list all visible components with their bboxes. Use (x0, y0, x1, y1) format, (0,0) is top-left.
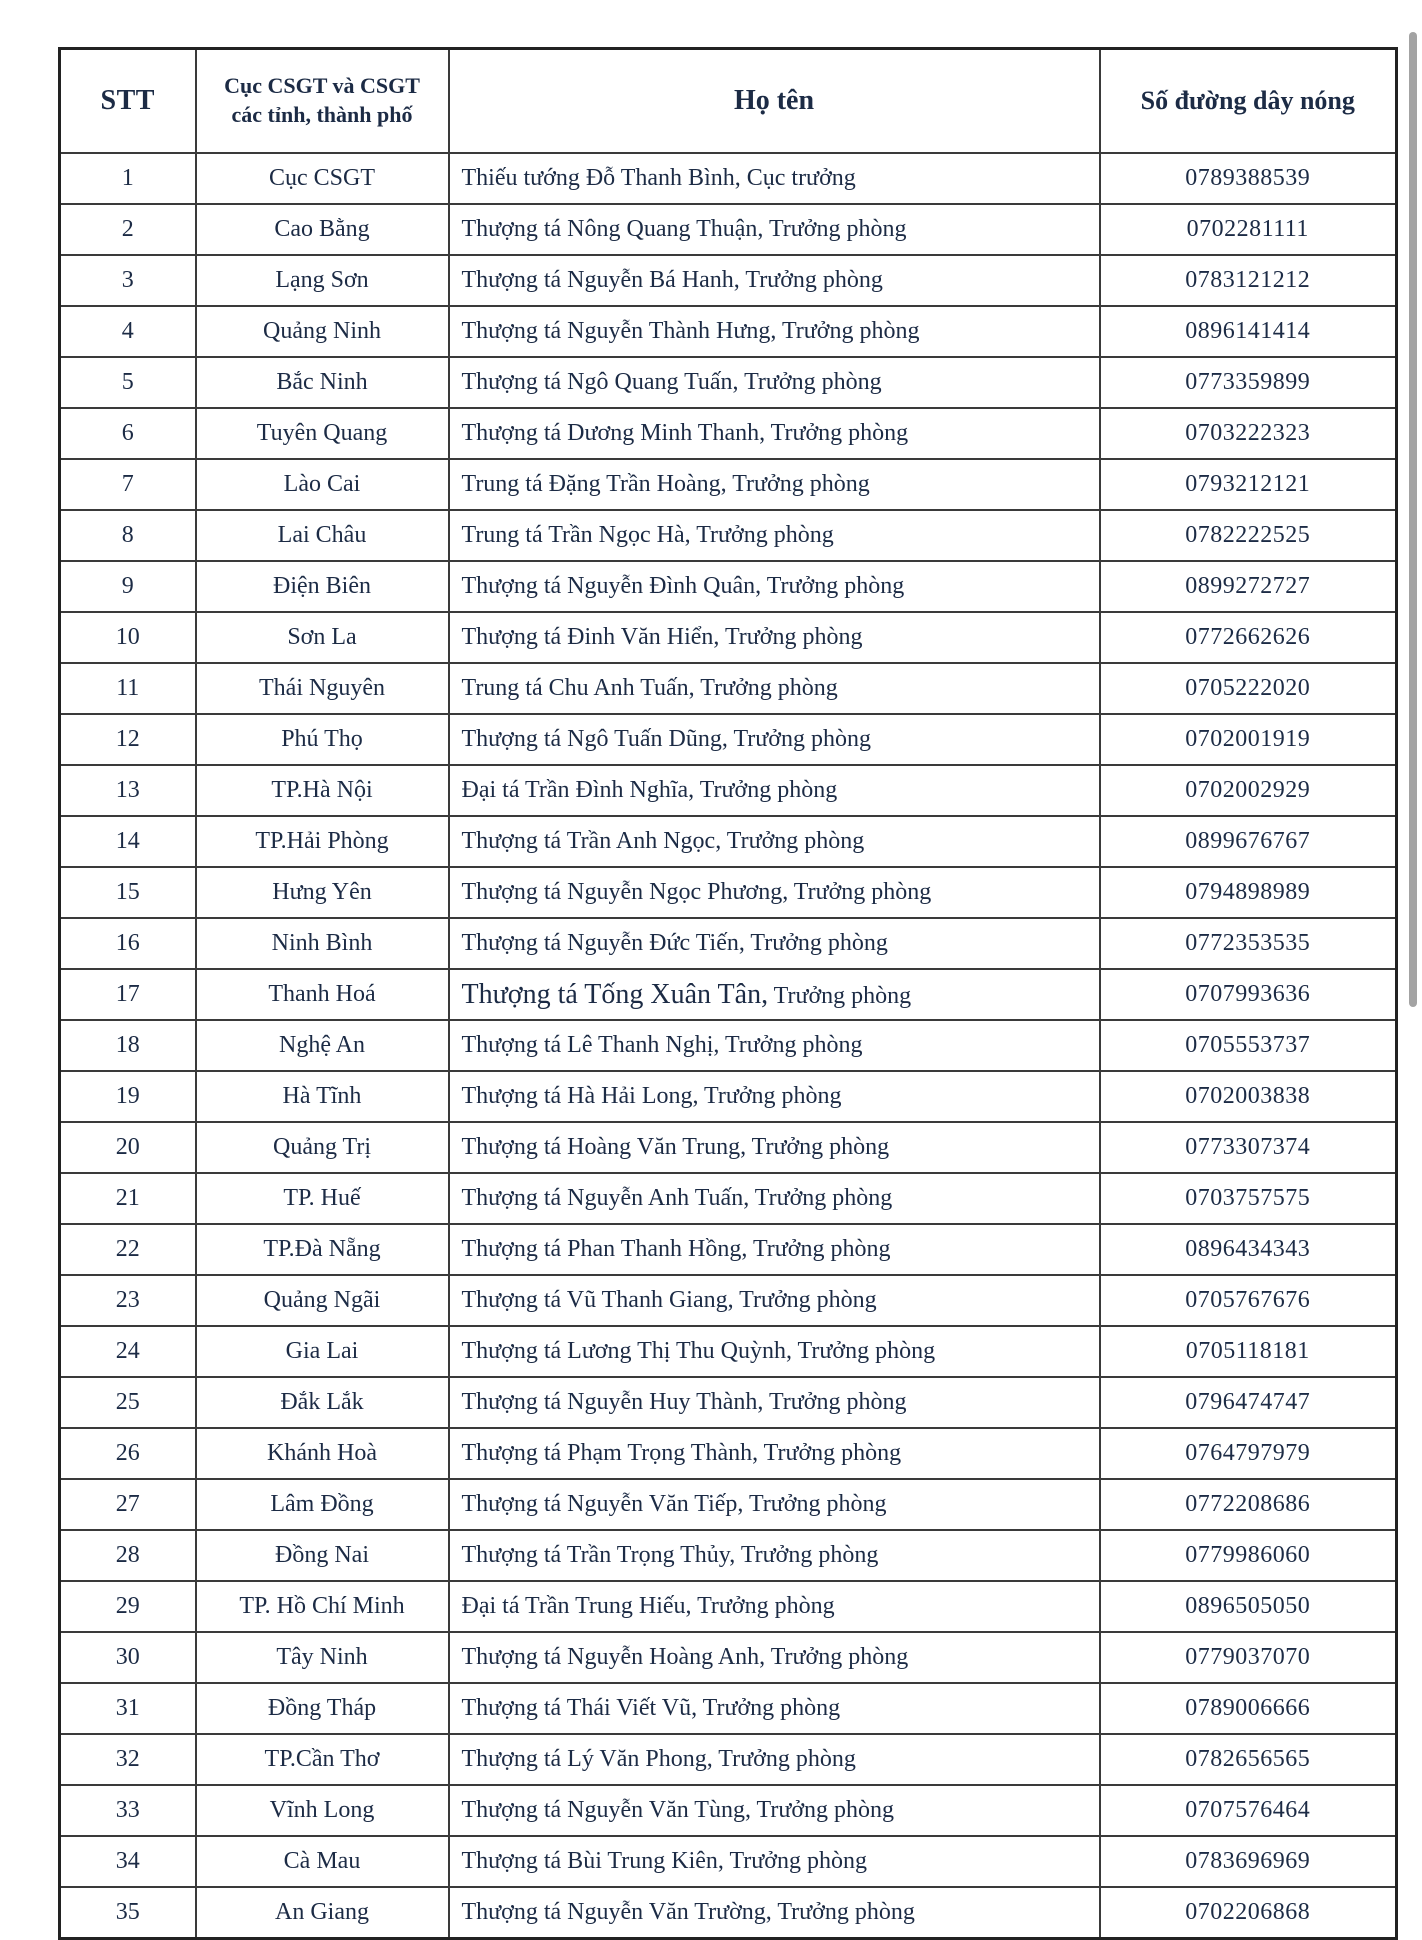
cell-name: Đại tá Trần Trung Hiếu, Trưởng phòng (449, 1581, 1100, 1632)
cell-stt: 7 (60, 459, 196, 510)
cell-name: Thượng tá Trần Trọng Thủy, Trưởng phòng (449, 1530, 1100, 1581)
cell-province: TP.Hải Phòng (196, 816, 449, 867)
cell-province: Quảng Trị (196, 1122, 449, 1173)
table-row (60, 357, 1397, 408)
cell-name: Trung tá Chu Anh Tuấn, Trưởng phòng (449, 663, 1100, 714)
cell-province: Quảng Ninh (196, 306, 449, 357)
scrollbar-thumb[interactable] (1409, 32, 1417, 1007)
cell-province: TP.Hà Nội (196, 765, 449, 816)
cell-name: Thượng tá Trần Anh Ngọc, Trưởng phòng (449, 816, 1100, 867)
cell-name: Thượng tá Nguyễn Thành Hưng, Trưởng phòng (449, 306, 1100, 357)
table-row (60, 255, 1397, 306)
table-row (60, 510, 1397, 561)
cell-phone: 0702002929 (1100, 765, 1397, 816)
cell-phone: 0899676767 (1100, 816, 1397, 867)
cell-name: Thượng tá Nguyễn Anh Tuấn, Trưởng phòng (449, 1173, 1100, 1224)
cell-name: Thượng tá Nguyễn Văn Tiếp, Trưởng phòng (449, 1479, 1100, 1530)
cell-name: Thượng tá Vũ Thanh Giang, Trưởng phòng (449, 1275, 1100, 1326)
cell-province: TP.Đà Nẵng (196, 1224, 449, 1275)
cell-stt: 28 (60, 1530, 196, 1581)
table-row (60, 1428, 1397, 1479)
cell-stt: 1 (60, 153, 196, 204)
cell-name: Thượng tá Nguyễn Văn Tùng, Trưởng phòng (449, 1785, 1100, 1836)
cell-stt: 24 (60, 1326, 196, 1377)
cell-stt: 20 (60, 1122, 196, 1173)
table-row (60, 204, 1397, 255)
cell-phone: 0794898989 (1100, 867, 1397, 918)
cell-stt: 23 (60, 1275, 196, 1326)
cell-province: Quảng Ngãi (196, 1275, 449, 1326)
cell-stt: 12 (60, 714, 196, 765)
cell-stt: 15 (60, 867, 196, 918)
cell-name: Thượng tá Lê Thanh Nghị, Trưởng phòng (449, 1020, 1100, 1071)
cell-name: Thiếu tướng Đỗ Thanh Bình, Cục trưởng (449, 153, 1100, 204)
cell-province: Đồng Nai (196, 1530, 449, 1581)
cell-phone: 0772353535 (1100, 918, 1397, 969)
cell-province: Hưng Yên (196, 867, 449, 918)
cell-phone: 0772208686 (1100, 1479, 1397, 1530)
cell-phone: 0707993636 (1100, 969, 1397, 1020)
table-row (60, 1836, 1397, 1887)
table-row (60, 816, 1397, 867)
table-row (60, 1479, 1397, 1530)
table-row (60, 969, 1397, 1020)
cell-name: Thượng tá Tống Xuân Tân, Trưởng phòng (449, 969, 1100, 1020)
cell-name: Đại tá Trần Đình Nghĩa, Trưởng phòng (449, 765, 1100, 816)
cell-province: Thái Nguyên (196, 663, 449, 714)
cell-province: Cục CSGT (196, 153, 449, 204)
cell-province: Phú Thọ (196, 714, 449, 765)
table-row (60, 1785, 1397, 1836)
cell-phone: 0702003838 (1100, 1071, 1397, 1122)
cell-province: Cà Mau (196, 1836, 449, 1887)
cell-province: Khánh Hoà (196, 1428, 449, 1479)
header-row (60, 49, 1397, 154)
cell-stt: 8 (60, 510, 196, 561)
cell-province: TP. Hồ Chí Minh (196, 1581, 449, 1632)
cell-stt: 21 (60, 1173, 196, 1224)
cell-stt: 33 (60, 1785, 196, 1836)
cell-name: Thượng tá Nguyễn Đức Tiến, Trưởng phòng (449, 918, 1100, 969)
cell-phone: 0899272727 (1100, 561, 1397, 612)
cell-stt: 11 (60, 663, 196, 714)
cell-stt: 22 (60, 1224, 196, 1275)
cell-phone: 0705118181 (1100, 1326, 1397, 1377)
cell-stt: 10 (60, 612, 196, 663)
cell-name: Thượng tá Nguyễn Huy Thành, Trưởng phòng (449, 1377, 1100, 1428)
cell-province: Đắk Lắk (196, 1377, 449, 1428)
table-header (60, 49, 1397, 154)
cell-phone: 0779986060 (1100, 1530, 1397, 1581)
cell-province: Hà Tĩnh (196, 1071, 449, 1122)
table-row (60, 561, 1397, 612)
cell-stt: 13 (60, 765, 196, 816)
cell-stt: 16 (60, 918, 196, 969)
cell-stt: 2 (60, 204, 196, 255)
cell-name: Thượng tá Đinh Văn Hiển, Trưởng phòng (449, 612, 1100, 663)
table-row (60, 663, 1397, 714)
cell-province: Gia Lai (196, 1326, 449, 1377)
table-row (60, 1683, 1397, 1734)
cell-stt: 29 (60, 1581, 196, 1632)
cell-province: Vĩnh Long (196, 1785, 449, 1836)
cell-phone: 0703757575 (1100, 1173, 1397, 1224)
table-row (60, 1275, 1397, 1326)
cell-phone: 0896505050 (1100, 1581, 1397, 1632)
cell-phone: 0705553737 (1100, 1020, 1397, 1071)
cell-phone: 0702281111 (1100, 204, 1397, 255)
cell-phone: 0707576464 (1100, 1785, 1397, 1836)
table-row (60, 1071, 1397, 1122)
cell-province: TP.Cần Thơ (196, 1734, 449, 1785)
cell-province: Điện Biên (196, 561, 449, 612)
table-row (60, 612, 1397, 663)
cell-name: Trung tá Đặng Trần Hoàng, Trưởng phòng (449, 459, 1100, 510)
cell-name: Thượng tá Hà Hải Long, Trưởng phòng (449, 1071, 1100, 1122)
table-row (60, 1173, 1397, 1224)
cell-phone: 0783121212 (1100, 255, 1397, 306)
cell-name: Thượng tá Bùi Trung Kiên, Trưởng phòng (449, 1836, 1100, 1887)
table-row (60, 1326, 1397, 1377)
cell-phone: 0782222525 (1100, 510, 1397, 561)
cell-province: Tuyên Quang (196, 408, 449, 459)
cell-phone: 0793212121 (1100, 459, 1397, 510)
table-row (60, 1020, 1397, 1071)
table-row (60, 1887, 1397, 1939)
cell-phone: 0773307374 (1100, 1122, 1397, 1173)
table-row (60, 1734, 1397, 1785)
cell-stt: 31 (60, 1683, 196, 1734)
cell-stt: 17 (60, 969, 196, 1020)
cell-province: Lai Châu (196, 510, 449, 561)
table-row (60, 1224, 1397, 1275)
cell-name: Thượng tá Hoàng Văn Trung, Trưởng phòng (449, 1122, 1100, 1173)
cell-phone: 0896434343 (1100, 1224, 1397, 1275)
cell-province: Lạng Sơn (196, 255, 449, 306)
cell-name: Thượng tá Nguyễn Hoàng Anh, Trưởng phòng (449, 1632, 1100, 1683)
cell-name: Thượng tá Nguyễn Bá Hanh, Trưởng phòng (449, 255, 1100, 306)
cell-phone: 0782656565 (1100, 1734, 1397, 1785)
cell-stt: 4 (60, 306, 196, 357)
table-row (60, 153, 1397, 204)
cell-phone: 0702206868 (1100, 1887, 1397, 1939)
cell-phone: 0703222323 (1100, 408, 1397, 459)
cell-province: An Giang (196, 1887, 449, 1939)
cell-stt: 6 (60, 408, 196, 459)
cell-phone: 0789006666 (1100, 1683, 1397, 1734)
cell-phone: 0789388539 (1100, 153, 1397, 204)
cell-province: Lào Cai (196, 459, 449, 510)
col-header-stt: STT (60, 49, 196, 154)
table-row (60, 1530, 1397, 1581)
cell-name: Thượng tá Phạm Trọng Thành, Trưởng phòng (449, 1428, 1100, 1479)
cell-phone: 0772662626 (1100, 612, 1397, 663)
cell-province: Ninh Bình (196, 918, 449, 969)
cell-name: Thượng tá Dương Minh Thanh, Trưởng phòng (449, 408, 1100, 459)
cell-phone: 0779037070 (1100, 1632, 1397, 1683)
cell-phone: 0773359899 (1100, 357, 1397, 408)
cell-stt: 34 (60, 1836, 196, 1887)
cell-phone: 0705222020 (1100, 663, 1397, 714)
cell-stt: 9 (60, 561, 196, 612)
cell-stt: 19 (60, 1071, 196, 1122)
cell-province: Tây Ninh (196, 1632, 449, 1683)
cell-phone: 0796474747 (1100, 1377, 1397, 1428)
cell-name: Thượng tá Lương Thị Thu Quỳnh, Trưởng phòng (449, 1326, 1100, 1377)
cell-stt: 18 (60, 1020, 196, 1071)
table-row (60, 1632, 1397, 1683)
cell-name: Thượng tá Nguyễn Văn Trường, Trưởng phòng (449, 1887, 1100, 1939)
cell-name: Thượng tá Ngô Quang Tuấn, Trưởng phòng (449, 357, 1100, 408)
table-row (60, 714, 1397, 765)
col-header-name: Họ tên (449, 49, 1100, 154)
cell-stt: 27 (60, 1479, 196, 1530)
cell-name: Thượng tá Lý Văn Phong, Trưởng phòng (449, 1734, 1100, 1785)
cell-province: TP. Huế (196, 1173, 449, 1224)
col-header-hotline: Số đường dây nóng (1100, 49, 1397, 154)
cell-phone: 0702001919 (1100, 714, 1397, 765)
cell-stt: 26 (60, 1428, 196, 1479)
table-row (60, 1581, 1397, 1632)
cell-name: Thượng tá Phan Thanh Hồng, Trưởng phòng (449, 1224, 1100, 1275)
cell-phone: 0783696969 (1100, 1836, 1397, 1887)
cell-name: Thượng tá Nông Quang Thuận, Trưởng phòng (449, 204, 1100, 255)
cell-stt: 25 (60, 1377, 196, 1428)
cell-province: Sơn La (196, 612, 449, 663)
cell-province: Đồng Tháp (196, 1683, 449, 1734)
table-row (60, 408, 1397, 459)
cell-stt: 14 (60, 816, 196, 867)
table-row (60, 765, 1397, 816)
cell-name: Thượng tá Nguyễn Ngọc Phương, Trưởng phòng (449, 867, 1100, 918)
cell-stt: 5 (60, 357, 196, 408)
cell-name: Thượng tá Thái Viết Vũ, Trưởng phòng (449, 1683, 1100, 1734)
table-row (60, 1377, 1397, 1428)
table-row (60, 918, 1397, 969)
cell-phone: 0896141414 (1100, 306, 1397, 357)
cell-name-emphasis: Thượng tá Tống Xuân Tân, (461, 978, 769, 1010)
cell-phone: 0764797979 (1100, 1428, 1397, 1479)
cell-stt: 30 (60, 1632, 196, 1683)
table-row (60, 867, 1397, 918)
cell-phone: 0705767676 (1100, 1275, 1397, 1326)
hotline-table (58, 47, 1398, 1940)
table-row (60, 459, 1397, 510)
cell-stt: 35 (60, 1887, 196, 1939)
table-row (60, 1122, 1397, 1173)
col-header-unit: Cục CSGT và CSGT các tỉnh, thành phố (196, 49, 449, 154)
table-row (60, 306, 1397, 357)
cell-province: Nghệ An (196, 1020, 449, 1071)
cell-name: Trung tá Trần Ngọc Hà, Trưởng phòng (449, 510, 1100, 561)
cell-province: Bắc Ninh (196, 357, 449, 408)
cell-stt: 3 (60, 255, 196, 306)
cell-province: Cao Bằng (196, 204, 449, 255)
cell-province: Thanh Hoá (196, 969, 449, 1020)
cell-name: Thượng tá Ngô Tuấn Dũng, Trưởng phòng (449, 714, 1100, 765)
table-body (60, 153, 1397, 1939)
cell-province: Lâm Đồng (196, 1479, 449, 1530)
cell-stt: 32 (60, 1734, 196, 1785)
cell-name: Thượng tá Nguyễn Đình Quân, Trưởng phòng (449, 561, 1100, 612)
